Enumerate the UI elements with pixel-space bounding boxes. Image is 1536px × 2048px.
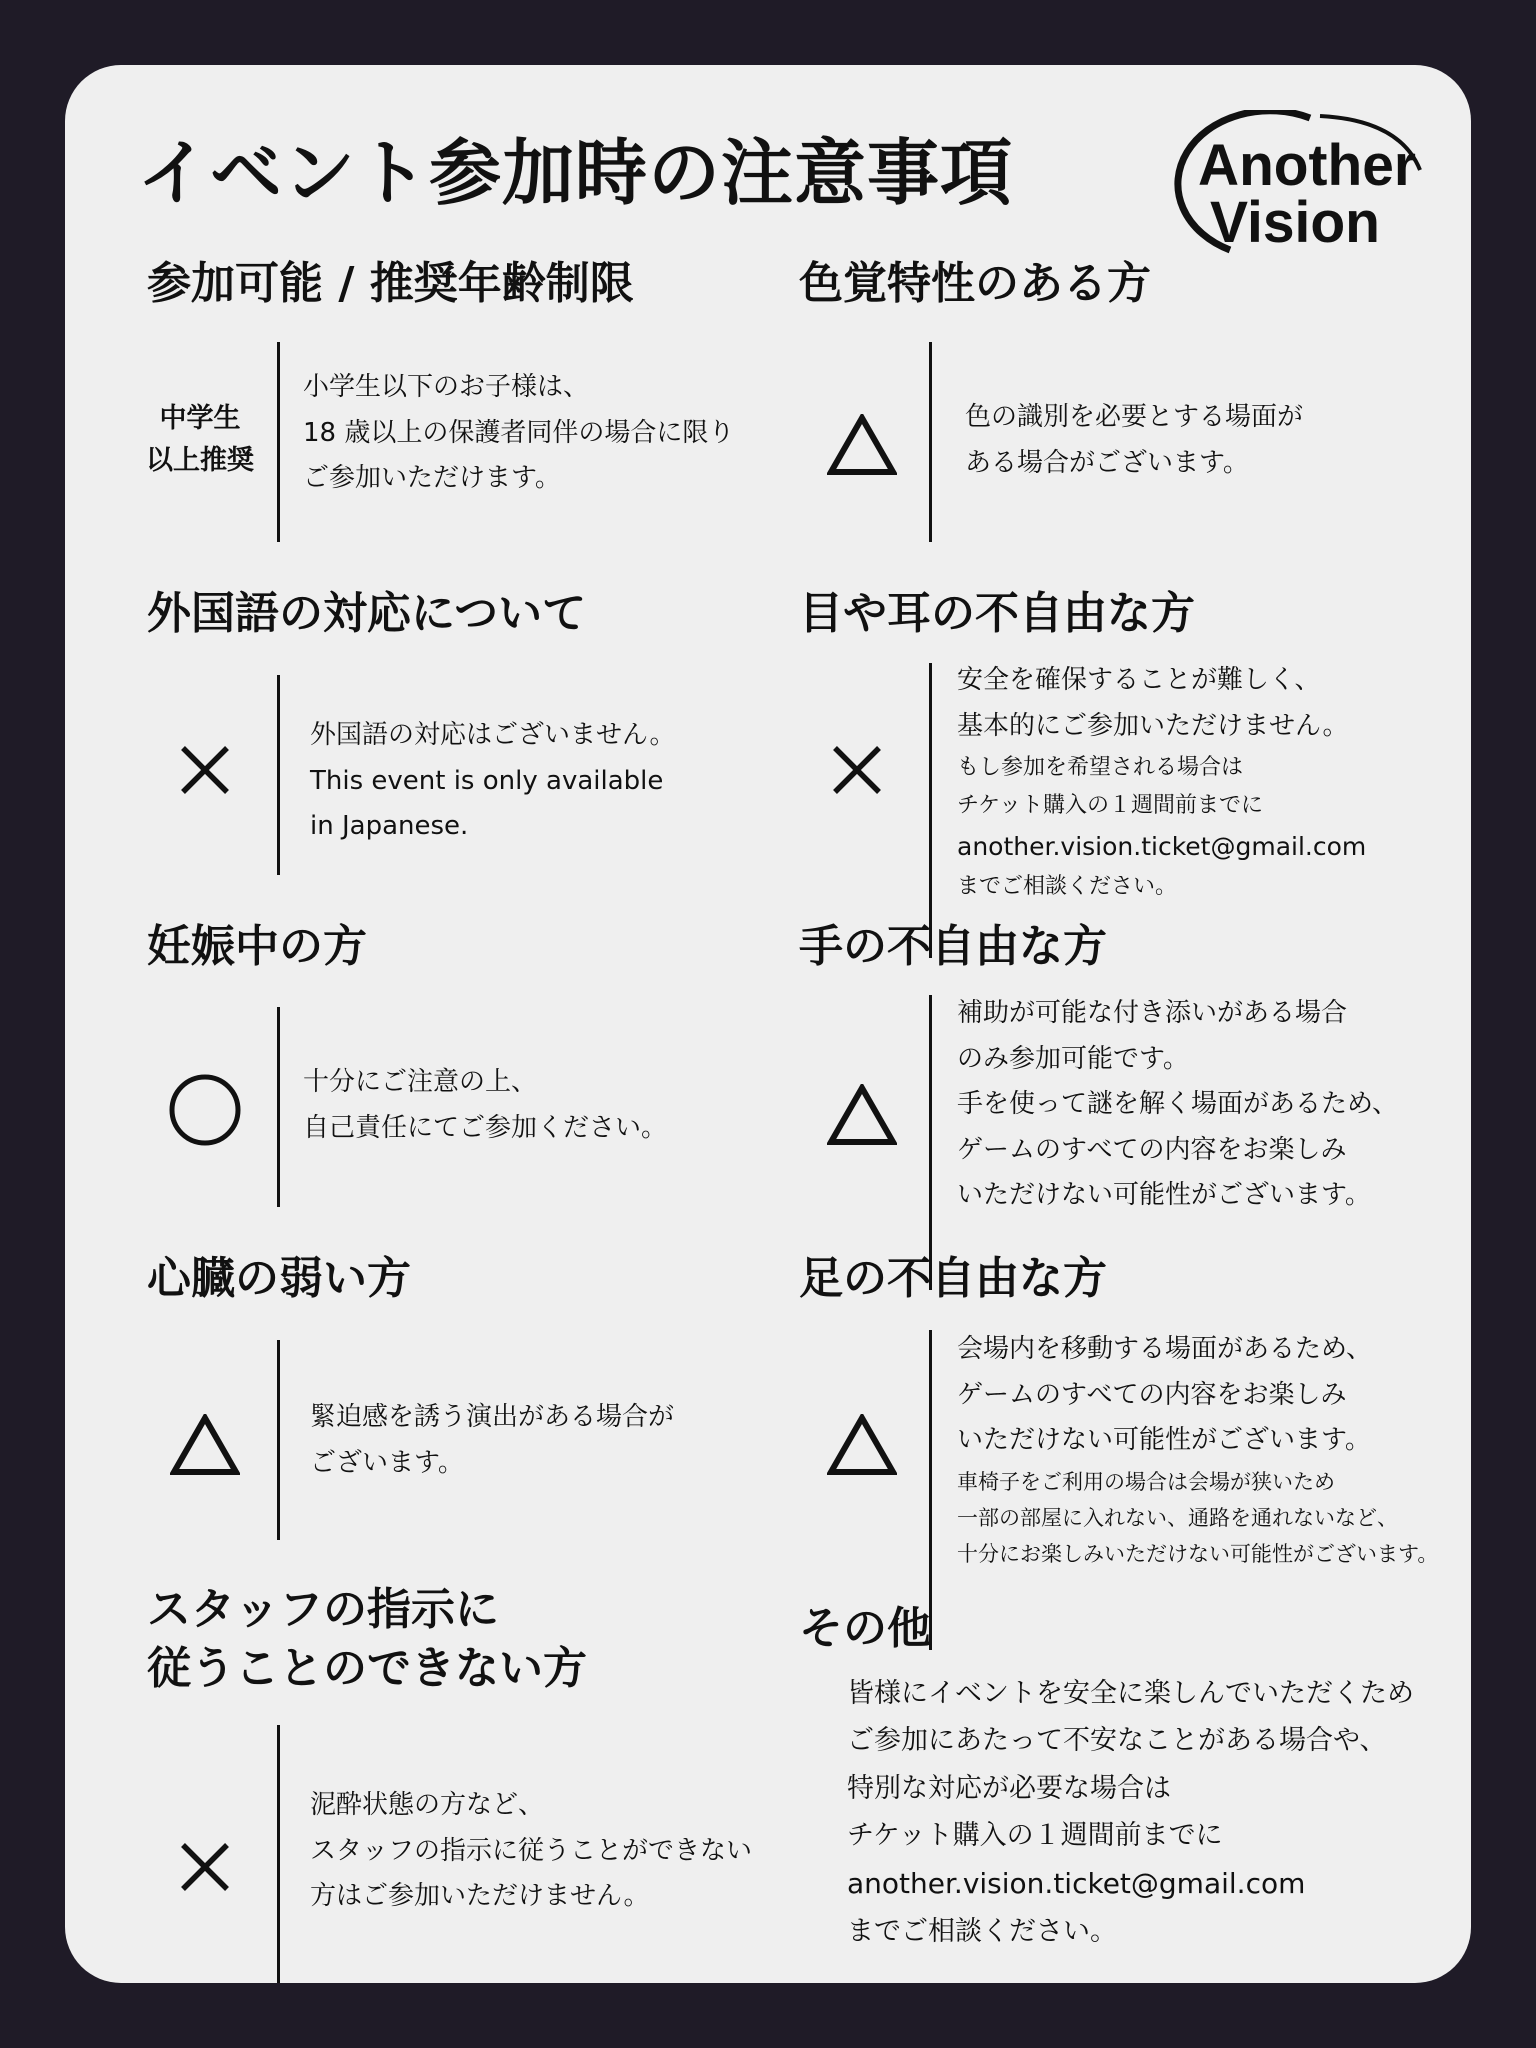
legs-description: 会場内を移動する場面があるため、 ゲームのすべての内容をお楽しみ いただけない可能性がございます。 車椅子をご利用の場合は会場が狭いため 一部の部屋に入れない、通路を通れないなど、 十分にお楽しみいただけない可能性がございます。 xyxy=(957,1334,1439,1566)
age-label: 中学生 以上推奨 xyxy=(146,403,254,476)
section-title: 色覚特性のある方 xyxy=(799,258,1151,309)
divider xyxy=(277,1725,280,1983)
section-title: その他 xyxy=(799,1603,931,1654)
circle-icon xyxy=(160,1065,250,1155)
divider xyxy=(277,1007,280,1207)
age-description: 小学生以下のお子様は、 18 歳以上の保護者同伴の場合に限り ご参加いただけます。 xyxy=(303,372,735,493)
another-vision-logo xyxy=(1170,110,1430,260)
triangle-icon xyxy=(817,400,907,490)
triangle-icon xyxy=(160,1400,250,1490)
triangle-icon xyxy=(817,1070,907,1160)
notice-card xyxy=(65,65,1471,1983)
heart-description: 緊迫感を誘う演出がある場合が ございます。 xyxy=(310,1402,675,1478)
pregnant-description: 十分にご注意の上、 自己責任にてご参加ください。 xyxy=(303,1067,668,1143)
other-description: 皆様にイベントを安全に楽しんでいただくため ご参加にあたって不安なことがある場合や、 特別な対応が必要な場合は チケット購入の１週間前までに another.vision.ticket@gmail.com までご相談ください。 xyxy=(847,1678,1414,1947)
cross-icon xyxy=(165,730,245,810)
section-title: 心臓の弱い方 xyxy=(147,1253,411,1304)
cross-icon xyxy=(165,1827,245,1907)
staff-description: 泥酔状態の方など、 スタッフの指示に従うことができない 方はご参加いただけません。 xyxy=(310,1790,753,1911)
hands-description: 補助が可能な付き添いがある場合 のみ参加可能です。 手を使って謎を解く場面があるため、 ゲームのすべての内容をお楽しみ いただけない可能性がございます。 xyxy=(957,998,1398,1210)
divider xyxy=(929,663,932,958)
section-title: 外国語の対応について xyxy=(147,588,587,639)
triangle-icon xyxy=(817,1400,907,1490)
section-title: 妊娠中の方 xyxy=(147,921,367,972)
divider xyxy=(277,1340,280,1540)
contact-email: another.vision.ticket@gmail.com xyxy=(847,1867,1306,1900)
foreign-description: 外国語の対応はございません。 This event is only available in Japanese. xyxy=(310,720,676,841)
eyes-ears-description: 安全を確保することが難しく、 基本的にご参加いただけません。 もし参加を希望される場合は チケット購入の１週間前までに another.vision.ticket@gmail.com までご相談ください。 xyxy=(957,665,1367,900)
color-description: 色の識別を必要とする場面が ある場合がございます。 xyxy=(965,402,1304,478)
logo-text-another: Another xyxy=(1198,133,1416,198)
divider xyxy=(277,342,280,542)
section-title: 足の不自由な方 xyxy=(799,1253,1107,1304)
contact-email: another.vision.ticket@gmail.com xyxy=(957,831,1367,861)
divider xyxy=(929,342,932,542)
section-title: スタッフの指示に 従うことのできない方 xyxy=(147,1584,587,1695)
section-title: 参加可能 / 推奨年齢制限 xyxy=(147,258,634,309)
cross-icon xyxy=(817,730,897,810)
section-title: 手の不自由な方 xyxy=(799,921,1107,972)
divider xyxy=(929,1330,932,1650)
logo-text-vision: Vision xyxy=(1210,190,1380,255)
section-title: 目や耳の不自由な方 xyxy=(799,588,1195,639)
divider xyxy=(929,995,932,1290)
page-title: イベント参加時の注意事項 xyxy=(137,131,1014,215)
divider xyxy=(277,675,280,875)
